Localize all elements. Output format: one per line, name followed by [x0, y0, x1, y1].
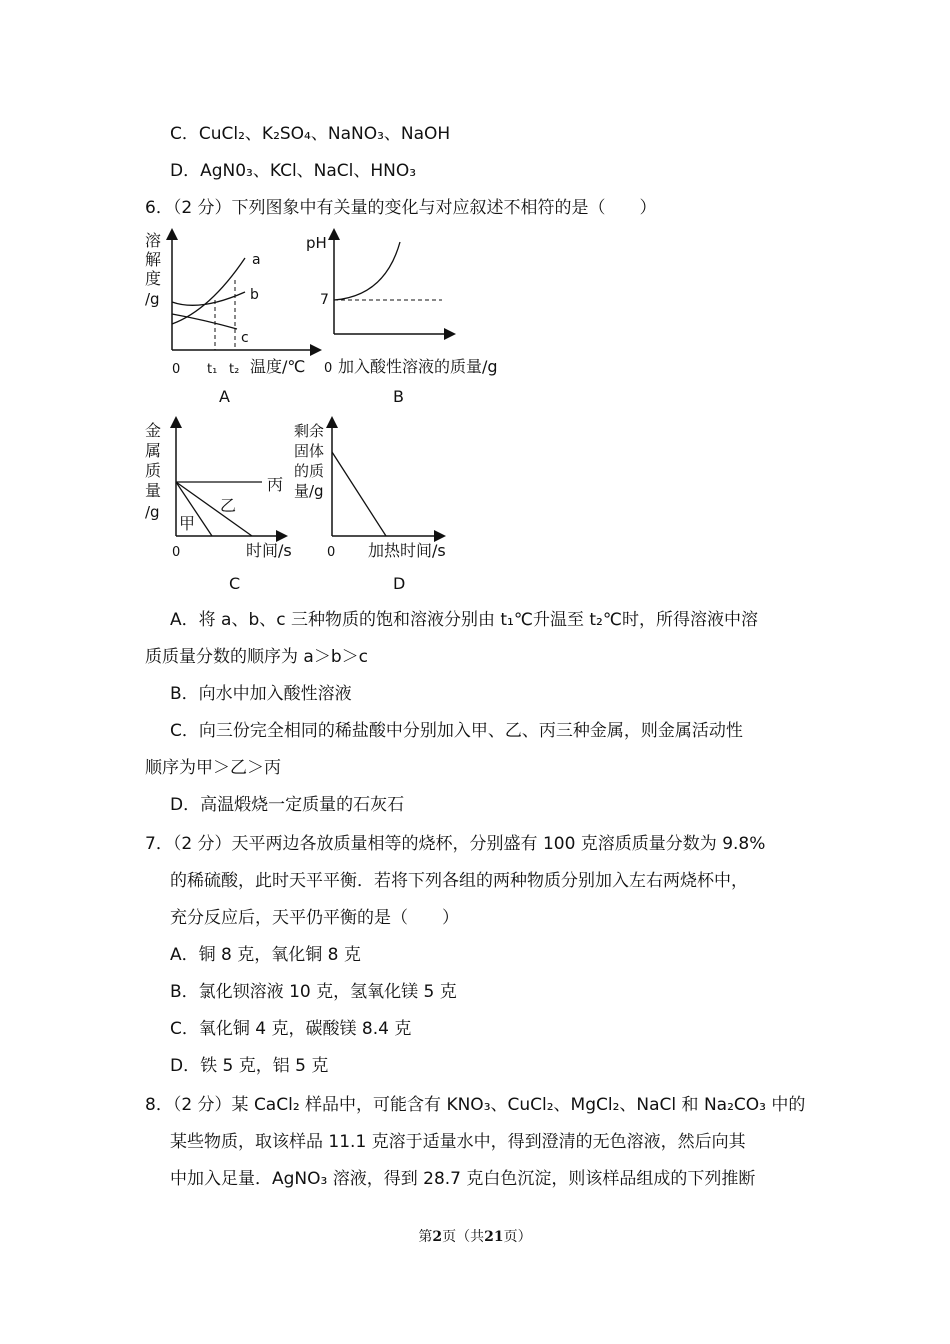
figure-a-origin: 0 [172, 362, 181, 377]
figure-b-xlabel: 加入酸性溶液的质量/g [338, 357, 498, 376]
figure-d-ylabel-4: 量/g [294, 482, 324, 500]
footer-pre: 第 [418, 1229, 433, 1245]
curve-b-label: b [250, 287, 259, 303]
footer-page-number: 2 [432, 1229, 443, 1245]
figure-d-ylabel-2: 固体 [294, 442, 325, 460]
q6-option-b: B．向水中加入酸性溶液 [170, 684, 352, 704]
q6-figure-d [290, 416, 470, 566]
q7-option-b: B．氯化钡溶液 10 克，氢氧化镁 5 克 [170, 982, 457, 1002]
curve-b [172, 292, 245, 305]
curve-a [172, 258, 245, 324]
q7-option-d: D．铁 5 克，铝 5 克 [170, 1056, 329, 1076]
curve-a-label: a [252, 252, 261, 268]
q6-stem: 6．（2 分）下列图象中有关量的变化与对应叙述不相符的是（ ） [145, 198, 657, 218]
line-bing-label: 丙 [267, 475, 284, 494]
figure-a-t1: t₁ [207, 362, 218, 377]
figure-a-xlabel: 温度/℃ [250, 357, 306, 376]
figure-a-ylabel-2: 解 [145, 250, 162, 269]
q7-stem-line2: 的稀硫酸，此时天平平衡．若将下列各组的两种物质分别加入左右两烧杯中， [170, 871, 748, 891]
figure-c-ylabel-1: 金 [145, 421, 162, 440]
q6-option-c-line1: C．向三份完全相同的稀盐酸中分别加入甲、乙、丙三种金属，则金属活动性 [170, 721, 743, 741]
figure-c-origin: 0 [172, 545, 181, 560]
figure-c-ylabel-3: 质 [145, 461, 162, 480]
figure-c-ylabel-4: 量 [145, 481, 162, 500]
footer-total-pages: 21 [484, 1229, 504, 1245]
ph-curve [334, 242, 400, 300]
q6-option-a-line2: 质质量分数的顺序为 a＞b＞c [145, 647, 368, 667]
figure-d-origin: 0 [327, 545, 336, 560]
figure-a-t2: t₂ [229, 362, 240, 377]
figure-a-ylabel-3: 度 [145, 269, 162, 288]
figure-d-ylabel-3: 的质 [294, 462, 325, 480]
figure-a-ylabel-4: /g [145, 290, 160, 308]
curve-c [172, 314, 237, 329]
figure-b-ylabel: pH [306, 234, 327, 252]
figure-a-ylabel-1: 溶 [145, 231, 162, 250]
figure-b-origin: 0 [324, 361, 333, 376]
q6-figure-a [140, 228, 320, 378]
q7-stem-line3: 充分反应后，天平仍平衡的是（ ） [170, 908, 459, 928]
footer-post: 页） [503, 1229, 532, 1245]
q5-option-c: C．CuCl₂、K₂SO₄、NaNO₃、NaOH [170, 124, 451, 144]
figure-d-xlabel: 加热时间/s [368, 541, 446, 560]
figure-a-caption: A [219, 387, 230, 406]
q6-option-a-line1: A．将 a、b、c 三种物质的饱和溶液分别由 t₁℃升温至 t₂℃时，所得溶液中溶 [170, 610, 758, 630]
q8-stem-line2: 某些物质，取该样品 11.1 克溶于适量水中，得到澄清的无色溶液，然后向其 [170, 1132, 746, 1152]
figure-d-ylabel-1: 剩余 [294, 422, 325, 440]
q8-stem-line3: 中加入足量．AgNO₃ 溶液，得到 28.7 克白色沉淀，则该样品组成的下列推断 [170, 1169, 756, 1189]
line-yi-label: 乙 [220, 496, 237, 515]
figure-c-ylabel-2: 属 [145, 441, 162, 460]
figure-b-tick-7: 7 [320, 292, 329, 308]
figure-c-ylabel-5: /g [145, 503, 160, 521]
figure-d-caption: D [393, 574, 406, 593]
figure-c-xlabel: 时间/s [246, 541, 292, 560]
q8-stem-line1: 8．（2 分）某 CaCl₂ 样品中，可能含有 KNO₃、CuCl₂、MgCl₂、NaCl 和 Na₂CO₃ 中的 [145, 1095, 806, 1115]
solid-mass-line [332, 452, 386, 536]
q7-option-c: C．氧化铜 4 克，碳酸镁 8.4 克 [170, 1019, 412, 1039]
curve-c-label: c [241, 330, 249, 346]
q5-option-d: D．AgN0₃、KCl、NaCl、HNO₃ [170, 161, 417, 181]
q6-figure-b [306, 228, 520, 378]
q7-stem-line1: 7．（2 分）天平两边各放质量相等的烧杯，分别盛有 100 克溶质质量分数为 9.8% [145, 834, 766, 854]
figure-b-caption: B [393, 387, 404, 406]
q6-option-d: D．高温煅烧一定质量的石灰石 [170, 795, 405, 815]
footer-mid: 页（共 [442, 1229, 485, 1245]
page-footer [0, 1226, 950, 1246]
q6-option-c-line2: 顺序为甲＞乙＞丙 [145, 758, 281, 778]
q7-option-a: A．铜 8 克，氧化铜 8 克 [170, 945, 361, 965]
line-jia-label: 甲 [179, 514, 196, 533]
figure-c-caption: C [229, 574, 241, 593]
